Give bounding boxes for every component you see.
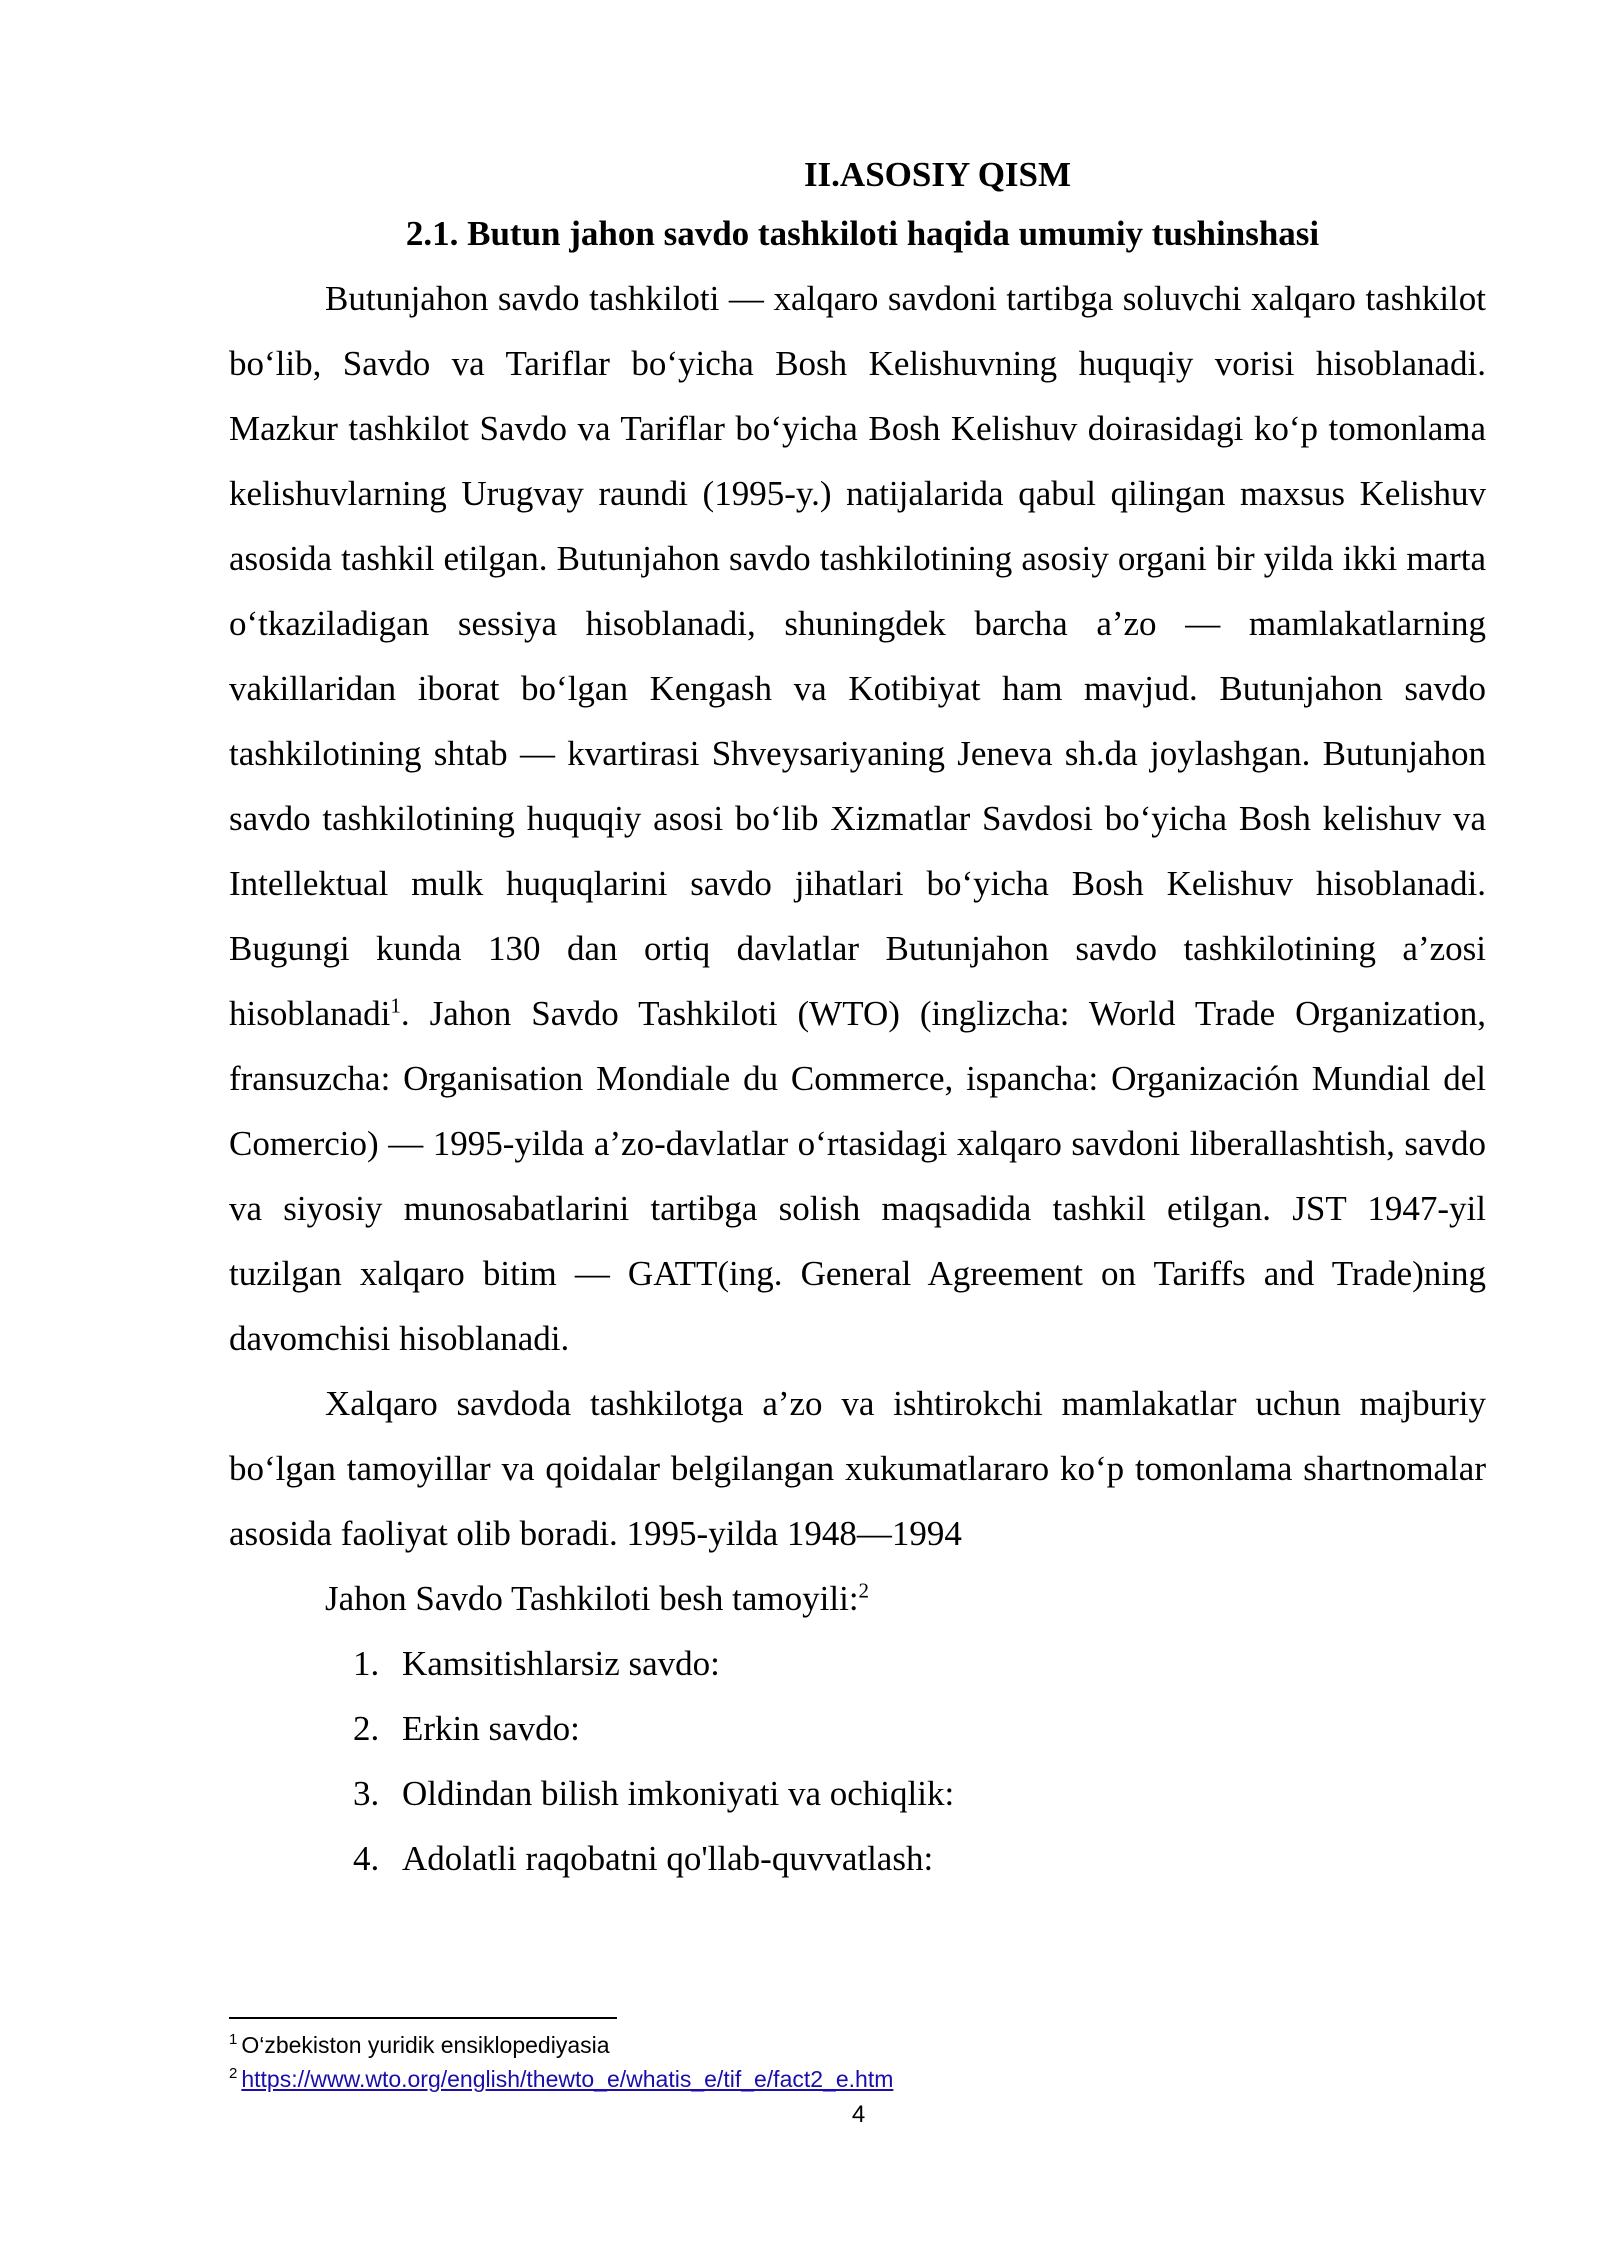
paragraph-principles-basis: Xalqaro savdoda tashkilotga a’zo va ishtirokchi mamlakatlar uchun majburiy bo‘lgan tamoyillar va qoidalar belgilangan xukumatlararo ko‘p tomonlama shartnomalar asosida faoliyat olib boradi. 1995-yilda 1948—1994 [229, 1384, 1486, 1553]
list-item-text: Kamsitishlarsiz savdo: [402, 1644, 720, 1683]
section-title: II.ASOSIY QISM [803, 155, 1072, 194]
footnote-separator [229, 2017, 617, 2019]
footnote-ref-2[interactable]: 2 [858, 1578, 870, 1603]
list-item-text: Oldindan bilish imkoniyati va ochiqlik: [402, 1774, 955, 1813]
paragraph-text-part1: Butunjahon savdo tashkiloti — xalqaro savdoni tartibga soluvchi xalqaro tashkilot bo‘lib, Savdo va Tariflar bo‘yicha Bosh Kelishuvning huquqiy vorisi hisoblanadi. Mazkur tashkilot Savdo va Tariflar bo‘yicha Bosh Kelishuv doirasidagi ko‘p tomonlama kelishuvlarning Urugvay raundi (1995-y.) natijalarida qabul qilingan maxsus Kelishuv asosida tashkil etilgan. Butunjahon savdo tashkilotining asosiy organi bir yilda ikki marta o‘tkaziladigan sessiya hisoblanadi, shuningdek barcha a’zo — mamlakatlarning vakillaridan iborat bo‘lgan Kengash va Kotibiyat ham mavjud. Butunjahon savdo tashkilotining shtab — kvartirasi Shveysariyaning Jeneva sh.da joylashgan. Butunjahon savdo tashkilotining huquqiy asosi bo‘lib Xizmatlar Savdosi bo‘yicha Bosh kelishuv va Intellektual mulk huquqlarini savdo jihatlari bo‘yicha Bosh Kelishuv hisoblanadi. Bugungi kunda 130 dan ortiq davlatlar Butunjahon savdo tashkilotining a’zosi hisoblanadi [229, 279, 1486, 1033]
list-item-number: 4. [353, 1839, 380, 1878]
principles-intro [229, 1566, 1486, 1631]
footnote-2 [229, 2062, 1486, 2096]
footnote-ref-1[interactable]: 1 [390, 993, 401, 1018]
paragraph-wto-overview [229, 266, 1486, 1371]
list-item-number: 2. [353, 1709, 380, 1748]
list-item [229, 1761, 1486, 1826]
list-item [229, 1696, 1486, 1761]
footnote-link[interactable]: https://www.wto.org/english/thewto_e/whatis_e/tif_e/fact2_e.htm [241, 2066, 894, 2092]
footnotes [229, 2028, 1486, 2096]
subsection-title: 2.1. Butun jahon savdo tashkiloti haqida umumiy tushinshasi [405, 214, 1320, 253]
list-item [229, 1631, 1486, 1696]
list-item-text: Adolatli raqobatni qo'llab-quvvatlash: [402, 1839, 934, 1878]
footnote-mark: 1 [229, 2031, 238, 2049]
list-item-number: 3. [353, 1774, 380, 1813]
footnote-mark: 2 [229, 2065, 238, 2083]
footnote-text: O‘zbekiston yuridik ensiklopediyasia [241, 2032, 610, 2058]
paragraph-text-part2: . Jahon Savdo Tashkiloti (WTO) (inglizcha: World Trade Organization, fransuzcha: Organisation Mondiale du Commerce, ispancha: Organización Mundial del Comercio) — 1995-yilda a’zo-davlatlar o‘rtasidagi xalqaro savdoni liberallashtish, savdo va siyosiy munosabatlarini tartibga solish maqsadida tashkil etilgan. JST 1947-yil tuzilgan xalqaro bitim — GATT(ing. General Agreement on Tariffs and Trade)ning davomchisi hisoblanadi. [229, 994, 1486, 1358]
principles-intro-text: Jahon Savdo Tashkiloti besh tamoyili: [325, 1579, 859, 1618]
list-item-text: Erkin savdo: [402, 1709, 580, 1748]
page-number: 4 [851, 2101, 866, 2128]
list-item-number: 1. [353, 1644, 380, 1683]
principles-list [229, 1631, 1486, 1891]
footnote-1 [229, 2028, 1486, 2062]
page-body [229, 148, 1486, 1891]
list-item [229, 1826, 1486, 1891]
